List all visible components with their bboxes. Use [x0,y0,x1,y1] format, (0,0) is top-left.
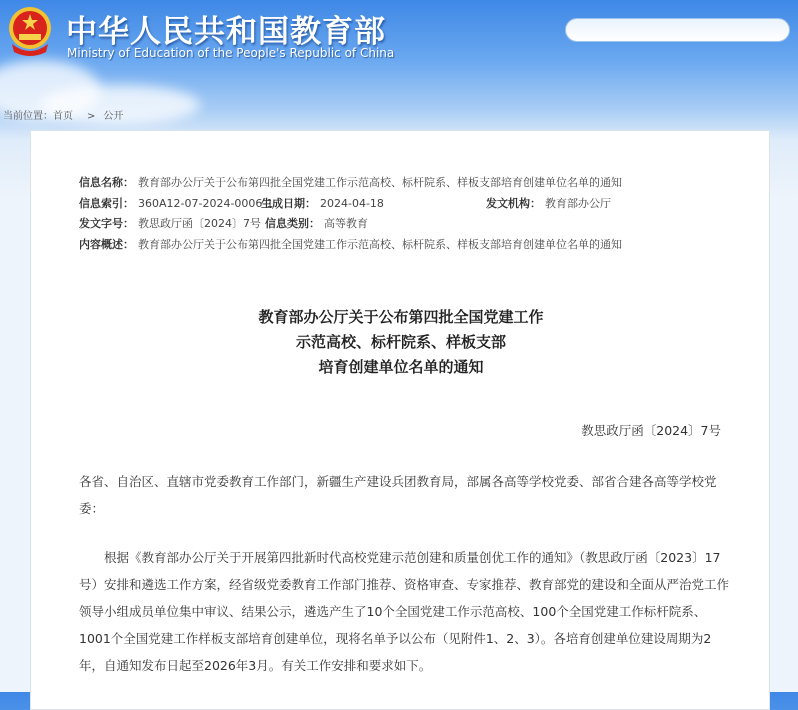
title-line: 示范高校、标杆院系、样板支部 [295,333,506,351]
site-subtitle: Ministry of Education of the People's Republic of China [67,46,395,60]
breadcrumb-label: 当前位置： [3,111,53,122]
national-emblem-icon [6,6,54,58]
date-value: 2024-04-18 [320,196,384,210]
title-line: 教育部办公厅关于公布第四批全国党建工作 [258,308,544,326]
org-value: 教育部办公厅 [545,196,611,210]
site-header [0,0,798,100]
breadcrumb-public[interactable]: 公开 [103,111,124,122]
info-index-label: 信息索引： [79,196,134,210]
site-title: 中华人民共和国教育部 [66,14,386,50]
addressee: 各省、自治区、直辖市党委教育工作部门，新疆生产建设兵团教育局，部属各高等学校党委、部省合建各高等学校党委： [79,474,717,516]
date-label: 生成日期： [261,196,316,210]
document-title [31,305,771,380]
info-name-value: 教育部办公厅关于公布第四批全国党建工作示范高校、标杆院系、样板支部培育创建单位名单的通知 [138,176,622,189]
summary-value: 教育部办公厅关于公布第四批全国党建工作示范高校、标杆院系、样板支部培育创建单位名单的通知 [138,237,622,251]
title-line: 培育创建单位名单的通知 [318,358,484,376]
info-name-label: 信息名称： [79,176,134,189]
document-number: 教思政厅函〔2024〕7号 [581,423,721,438]
content-panel [30,130,770,710]
category-value: 高等教育 [324,217,368,230]
summary-label: 内容概述： [79,237,134,251]
search-box[interactable] [565,18,790,42]
org-label: 发文机构： [486,196,541,210]
docno-value: 教思政厅函〔2024〕7号 [138,217,261,230]
search-input[interactable] [566,19,789,41]
breadcrumb-separator: > [87,111,96,122]
breadcrumb [3,107,129,122]
body-paragraph: 根据《教育部办公厅关于开展第四批新时代高校党建示范创建和质量创优工作的通知》（教思政厅函〔2023〕17号）安排和遴选工作方案，经省级党委教育工作部门推荐、资格审查、专家推荐、教育部党的建设和全面从严治党工作领导小组成员单位集中审议、结果公示，遴选产生了10个全国党建工作示范高校、100个全国党建工作标杆院系、1001个全国党建工作样板支部培育创建单位，现将名单予以公布（见附件1、2、3）。各培育创建单位建设周期为2年，自通知发布日起至2026年3月。有关工作安排和要求如下。 [79,550,730,673]
docno-label: 发文字号： [79,217,134,230]
info-table [79,173,719,255]
info-index-value: 360A12-07-2024-0006-1 [138,196,274,210]
category-label: 信息类别： [265,217,320,230]
breadcrumb-home[interactable]: 首页 [53,111,73,122]
